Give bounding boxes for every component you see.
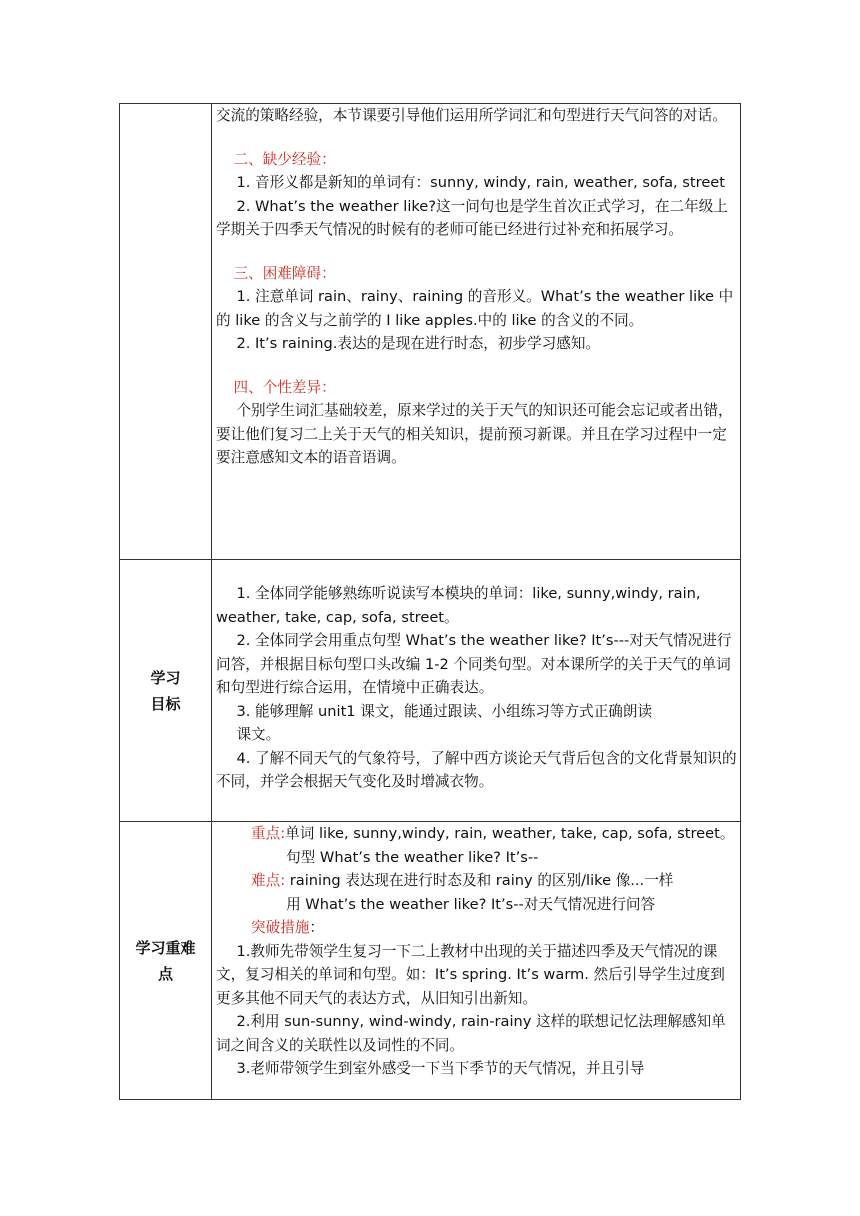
analysis-intro: 交流的策略经验，本节课要引导他们运用所学词汇和句型进行天气问答的对话。 (216, 107, 727, 124)
goals-label-line1: 学习 (150, 668, 181, 687)
hard-point-label: 难点: (251, 872, 286, 889)
difficulty-item-1: 1. 注意单词 rain、rainy、raining 的音形义。What’s the weather like 中的 like 的含义与之前学的 I like apples.中的 like 的含义的不同。 (216, 288, 734, 329)
table-row (120, 560, 741, 822)
keypoints-label-line2: 点 (157, 964, 173, 983)
hard-point-sentence: 用 What’s the weather like? It’s--对天气情况进行问答 (286, 895, 656, 913)
goals-label (120, 560, 212, 822)
key-point-line (216, 822, 738, 846)
keypoints-cell (212, 822, 741, 1100)
analysis-cell (212, 104, 741, 560)
measures-colon: ： (309, 919, 325, 936)
hard-point-text: raining 表达现在进行时态及和 rainy 的区别/like 像...一样 (289, 872, 674, 889)
row-label-empty (120, 104, 212, 560)
keypoints-label (120, 822, 212, 1100)
measure-item-2: 2.利用 sun-sunny, wind-windy, rain-rainy 这样的联想记忆法理解感知单词之间含义的关联性以及词性的不同。 (216, 1013, 726, 1054)
table-row (120, 104, 741, 560)
key-point-text: 单词 like, sunny,windy, rain, weather, take, cap, sofa, street。 (285, 825, 735, 842)
goal-item-3: 3. 能够理解 unit1 课文，能通过跟读、小组练习等方式正确朗读 (236, 702, 653, 720)
keypoints-label-line1: 学习重难 (135, 938, 196, 957)
goal-item-3-cont: 课文。 (236, 726, 281, 743)
measures-label: 突破措施 (251, 919, 310, 936)
measures-heading-line (216, 916, 738, 940)
goals-label-line2: 目标 (150, 694, 181, 713)
goal-item-4: 4. 了解不同天气的气象符号，了解中西方谈论天气背后包含的文化背景知识的不同，并学会根据天气变化及时增减衣物。 (216, 749, 737, 790)
difficulty-item-2: 2. It’s raining.表达的是现在进行时态，初步学习感知。 (236, 335, 601, 352)
lesson-plan-table (119, 103, 741, 1100)
difficulty-heading: 三、困难障碍： (233, 264, 336, 282)
measure-item-3: 3.老师带领学生到室外感受一下当下季节的天气情况，并且引导 (236, 1060, 645, 1077)
table-row (120, 822, 741, 1100)
lack-experience-heading: 二、缺少经验： (233, 150, 336, 168)
lack-item-1: 1. 音形义都是新知的单词有：sunny, windy, rain, weather, sofa, street (236, 174, 725, 191)
lack-item-2: 2. What’s the weather like?这一问句也是学生首次正式学习，在二年级上学期关于四季天气情况的时候有的老师可能已经进行过补充和拓展学习。 (216, 197, 728, 238)
individual-difference-heading: 四、个性差异： (233, 378, 336, 396)
goal-item-1: 1. 全体同学能够熟练听说读写本模块的单词：like, sunny,windy, rain, weather, take, cap, sofa, street。 (216, 585, 701, 626)
goal-item-2: 2. 全体同学会用重点句型 What’s the weather like? It’s---对天气情况进行问答，并根据目标句型口头改编 1-2 个同类句型。对本课所学的关于天气的单词和句型进行综合运用，在情境中正确表达。 (216, 632, 732, 696)
hard-point-line (216, 869, 738, 893)
individual-difference-text: 个别学生词汇基础较差，原来学过的关于天气的知识还可能会忘记或者出错，要让他们复习二上关于天气的相关知识，提前预习新课。并且在学习过程中一定要注意感知文本的语音语调。 (216, 402, 733, 466)
measure-item-1: 1.教师先带领学生复习一下二上教材中出现的关于描述四季及天气情况的课文，复习相关的单词和句型。如：It’s spring. It’s warm. 然后引导学生过度到更多其他不同天气的表达方式，从旧知引出新知。 (216, 942, 725, 1007)
key-point-sentence: 句型 What’s the weather like? It’s-- (286, 848, 539, 866)
goals-cell (212, 560, 741, 822)
key-point-label: 重点: (251, 825, 286, 842)
